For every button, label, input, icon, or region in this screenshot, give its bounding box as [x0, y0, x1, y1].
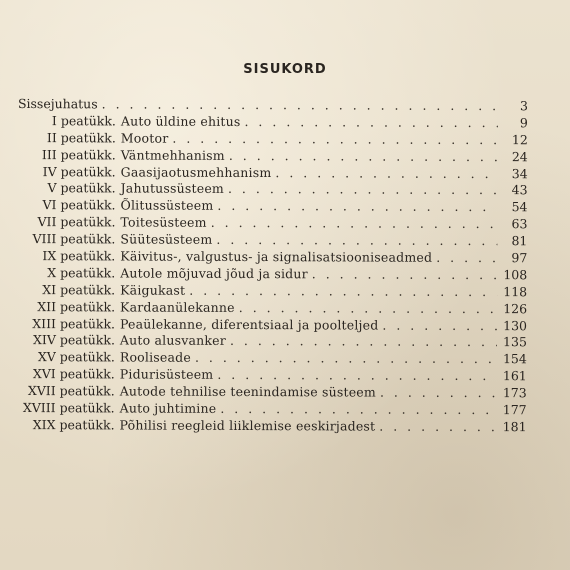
chapter-title: Jahutussüsteem: [120, 180, 225, 197]
dot-leader: [382, 317, 497, 334]
chapter-number: IX peatükk.: [42, 248, 116, 264]
dot-leader: [229, 148, 498, 166]
chapter-title: Käigukast: [120, 282, 186, 298]
dot-leader: [275, 165, 497, 183]
dot-leader: [217, 198, 497, 216]
toc-page-number: 154: [502, 351, 527, 367]
toc-page-number: 3: [519, 98, 528, 114]
toc-page-number: 81: [511, 233, 528, 249]
toc-page-number: 43: [511, 182, 528, 198]
toc-page-number: 126: [503, 300, 528, 316]
chapter-title: Väntmehhanism: [120, 147, 225, 163]
dot-leader: [102, 96, 498, 115]
dot-leader: [228, 181, 498, 199]
chapter-title: Autole mõjuvad jõud ja sidur: [120, 265, 308, 282]
dot-leader: [244, 114, 497, 132]
chapter-number: XII peatükk.: [37, 298, 116, 315]
toc-page-number: 118: [503, 283, 528, 300]
toc-page-number: 12: [511, 131, 528, 148]
chapter-title: Õlitussüsteem: [120, 197, 214, 214]
chapter-title: Pidurisüsteem: [119, 366, 214, 383]
chapter-title: Auto üldine ehitus: [120, 113, 241, 129]
chapter-title: Peaülekanne, diferentsiaal ja poolteljed: [119, 316, 379, 333]
toc-page-number: 9: [519, 115, 528, 131]
chapter-number: VII peatükk.: [37, 214, 116, 230]
chapter-number: III peatükk.: [41, 146, 116, 163]
toc-page-number: 34: [511, 165, 528, 181]
dot-leader: [195, 350, 497, 368]
chapter-number: XV peatükk.: [37, 349, 115, 365]
toc-page-number: 54: [511, 199, 528, 215]
dot-leader: [239, 300, 497, 318]
chapter-title: Auto juhtimine: [119, 400, 217, 416]
dot-leader: [172, 130, 497, 148]
chapter-number: IV peatükk.: [42, 163, 116, 179]
toc-page-number: 135: [503, 334, 527, 350]
toc-page-number: 63: [511, 216, 528, 232]
chapter-number: XIII peatükk.: [32, 315, 116, 332]
dot-leader: [220, 401, 496, 419]
chapter-title: Autode tehnilise teenindamise süsteem: [119, 383, 377, 400]
toc-page-number: 130: [503, 317, 528, 333]
toc-intro-label: Sissejuhatus: [17, 96, 98, 112]
chapter-number: XVII peatükk.: [27, 383, 115, 399]
dot-leader: [189, 283, 497, 301]
page-title: SISUKORD: [243, 62, 327, 77]
chapter-title: Kardaanülekanne: [120, 299, 235, 315]
chapter-number: I peatükk.: [51, 113, 116, 129]
chapter-title: Käivitus-, valgustus- ja signalisatsiooniseadmed: [120, 248, 433, 265]
chapter-number: VIII peatükk.: [32, 231, 116, 247]
chapter-number: VI peatükk.: [42, 197, 116, 213]
chapter-number: XIX peatükk.: [32, 416, 115, 433]
toc-page-number: 181: [502, 419, 527, 435]
chapter-title: Põhilisi reegleid liiklemise eeskirjadest: [119, 417, 376, 434]
dot-leader: [230, 333, 497, 351]
chapter-title: Mootor: [120, 130, 169, 146]
chapter-number: II peatükk.: [46, 129, 116, 146]
table-of-contents: [17, 96, 528, 436]
chapter-number: V peatükk.: [47, 180, 116, 196]
dot-leader: [436, 250, 497, 267]
chapter-title: Süütesüsteem: [120, 231, 213, 247]
chapter-number: XIV peatükk.: [33, 332, 115, 348]
toc-page-number: 161: [502, 368, 527, 384]
dot-leader: [312, 266, 498, 284]
chapter-number: X peatükk.: [47, 265, 116, 281]
toc-page-number: 97: [511, 250, 528, 266]
toc-page-number: 173: [502, 385, 527, 401]
toc-page-number: 177: [502, 402, 527, 418]
dot-leader: [379, 419, 496, 436]
toc-page-number: 24: [511, 148, 528, 164]
chapter-number: XI peatükk.: [42, 281, 116, 298]
chapter-title: Rooliseade: [119, 349, 192, 366]
chapter-title: Toitesüsteem: [120, 214, 207, 231]
dot-leader: [211, 215, 498, 233]
chapter-number: XVIII peatükk.: [22, 400, 115, 416]
toc-row: [17, 417, 527, 436]
dot-leader: [380, 385, 497, 402]
dot-leader: [216, 232, 497, 250]
dot-leader: [217, 367, 496, 385]
chapter-title: Auto alusvanker: [119, 332, 226, 349]
chapter-title: Gaasijaotusmehhanism: [120, 164, 272, 180]
chapter-number: XVI peatükk.: [32, 366, 115, 382]
toc-page-number: 108: [503, 267, 528, 283]
